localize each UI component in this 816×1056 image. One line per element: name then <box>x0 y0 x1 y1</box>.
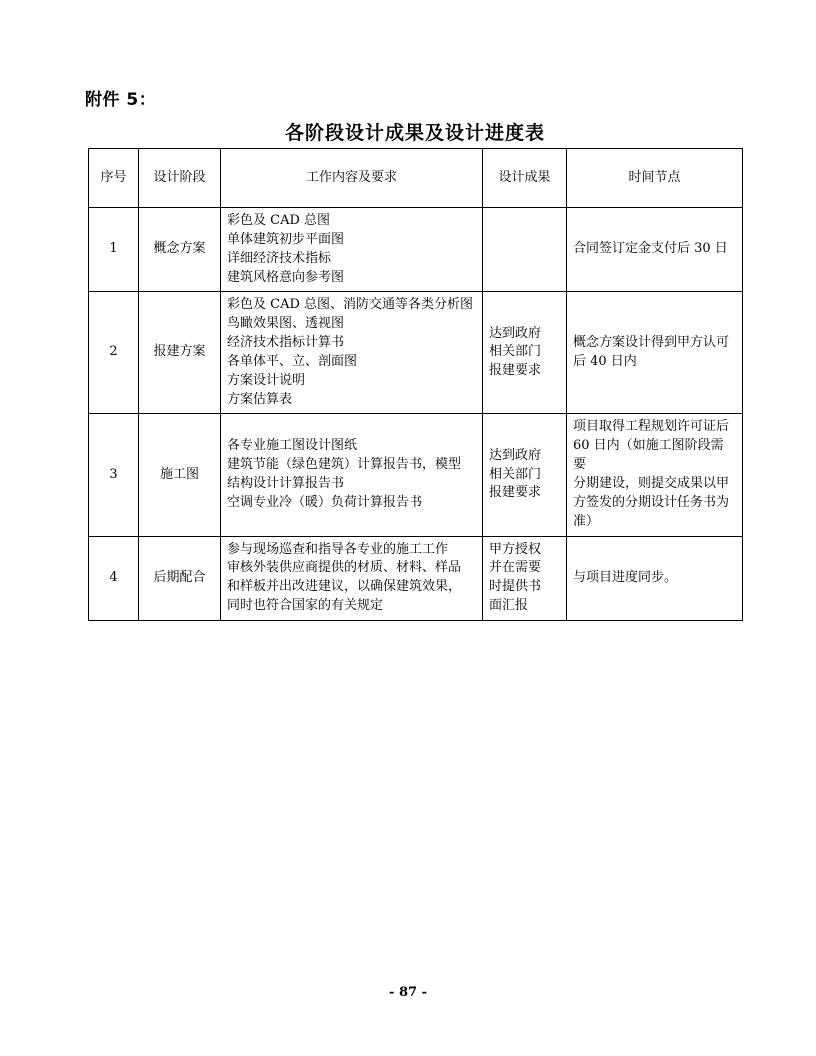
work-line: 彩色及 CAD 总图、消防交通等各类分析图 <box>227 297 474 313</box>
table-row <box>89 208 743 292</box>
cell-output <box>483 536 567 620</box>
output-lines <box>489 325 560 382</box>
cell-work <box>221 292 483 414</box>
design-schedule-table <box>88 148 743 621</box>
work-line: 详细经济技术指标 <box>227 250 332 266</box>
work-line: 审核外装供应商提供的材质、材料、样品 <box>227 560 462 576</box>
attachment-label: 附件 5： <box>85 90 157 110</box>
work-line: 空调专业冷（暖）负荷计算报告书 <box>227 494 423 510</box>
table-row <box>89 292 743 414</box>
page-title: 各阶段设计成果及设计进度表 <box>284 122 545 144</box>
cell-output <box>483 414 567 536</box>
column-header-output: 设计成果 <box>483 149 567 208</box>
work-line: 各专业施工图设计图纸 <box>227 438 358 454</box>
time-line: 合同签订定金支付后 30 日 <box>573 241 728 257</box>
cell-stage: 概念方案 <box>139 208 221 292</box>
work-line: 鸟瞰效果图、透视图 <box>227 316 345 332</box>
cell-work <box>221 414 483 536</box>
column-header-work: 工作内容及要求 <box>221 149 483 208</box>
table-header-row <box>89 149 743 208</box>
output-line: 达到政府 <box>489 447 542 463</box>
time-line: 方签发的分期设计任务书为 <box>573 494 730 510</box>
time-line: 分期建设，则提交成果以甲 <box>573 475 730 491</box>
cell-no: 2 <box>89 292 139 414</box>
time-lines <box>573 240 736 259</box>
cell-output <box>483 292 567 414</box>
work-line: 各单体平、立、剖面图 <box>227 353 358 369</box>
cell-no: 3 <box>89 414 139 536</box>
output-line: 相关部门 <box>489 344 542 360</box>
cell-stage: 施工图 <box>139 414 221 536</box>
work-line: 同时也符合国家的有关规定 <box>227 598 384 614</box>
work-lines <box>227 212 476 287</box>
time-line: 与项目进度同步。 <box>573 569 678 585</box>
time-line: 后 40 日内 <box>573 353 637 369</box>
output-line: 时提供书 <box>489 579 542 595</box>
output-line: 并在需要 <box>489 560 542 576</box>
cell-time <box>567 292 743 414</box>
column-header-stage: 设计阶段 <box>139 149 221 208</box>
cell-no: 4 <box>89 536 139 620</box>
work-line: 经济技术指标计算书 <box>227 335 345 351</box>
cell-output <box>483 208 567 292</box>
time-line: 准） <box>573 513 600 529</box>
work-line: 单体建筑初步平面图 <box>227 231 345 247</box>
page-number: - 87 - <box>389 985 427 1000</box>
column-header-time: 时间节点 <box>567 149 743 208</box>
table-row <box>89 414 743 536</box>
output-line: 相关部门 <box>489 466 542 482</box>
work-line: 结构设计计算报告书 <box>227 475 345 491</box>
work-line: 方案设计说明 <box>227 372 306 388</box>
output-line: 甲方授权 <box>489 541 542 557</box>
output-line: 报建要求 <box>489 363 542 379</box>
column-header-no: 序号 <box>89 149 139 208</box>
table-row <box>89 536 743 620</box>
time-lines <box>573 418 736 531</box>
work-line: 建筑风格意向参考图 <box>227 269 345 285</box>
cell-no: 1 <box>89 208 139 292</box>
output-lines <box>489 447 560 504</box>
work-lines <box>227 296 476 409</box>
cell-time <box>567 536 743 620</box>
cell-stage: 报建方案 <box>139 292 221 414</box>
cell-stage: 后期配合 <box>139 536 221 620</box>
cell-time <box>567 208 743 292</box>
work-lines <box>227 437 476 512</box>
time-line: 60 日内（如施工图阶段需要 <box>573 438 724 473</box>
work-line: 建筑节能（绿色建筑）计算报告书，模型 <box>227 457 462 473</box>
output-lines <box>489 541 560 616</box>
work-line: 参与现场巡查和指导各专业的施工工作 <box>227 541 449 557</box>
work-lines <box>227 541 476 616</box>
cell-work <box>221 208 483 292</box>
output-line: 面汇报 <box>489 598 529 614</box>
output-line: 达到政府 <box>489 325 542 341</box>
time-line: 概念方案设计得到甲方认可 <box>573 335 730 351</box>
time-line: 项目取得工程规划许可证后 <box>573 419 730 435</box>
work-line: 方案估算表 <box>227 391 293 407</box>
time-lines <box>573 334 736 372</box>
output-line: 报建要求 <box>489 485 542 501</box>
cell-work <box>221 536 483 620</box>
table-body <box>89 208 743 621</box>
time-lines <box>573 569 736 588</box>
work-line: 彩色及 CAD 总图 <box>227 213 331 228</box>
cell-time <box>567 414 743 536</box>
work-line: 和样板并出改进建议，以确保建筑效果， <box>227 579 462 595</box>
